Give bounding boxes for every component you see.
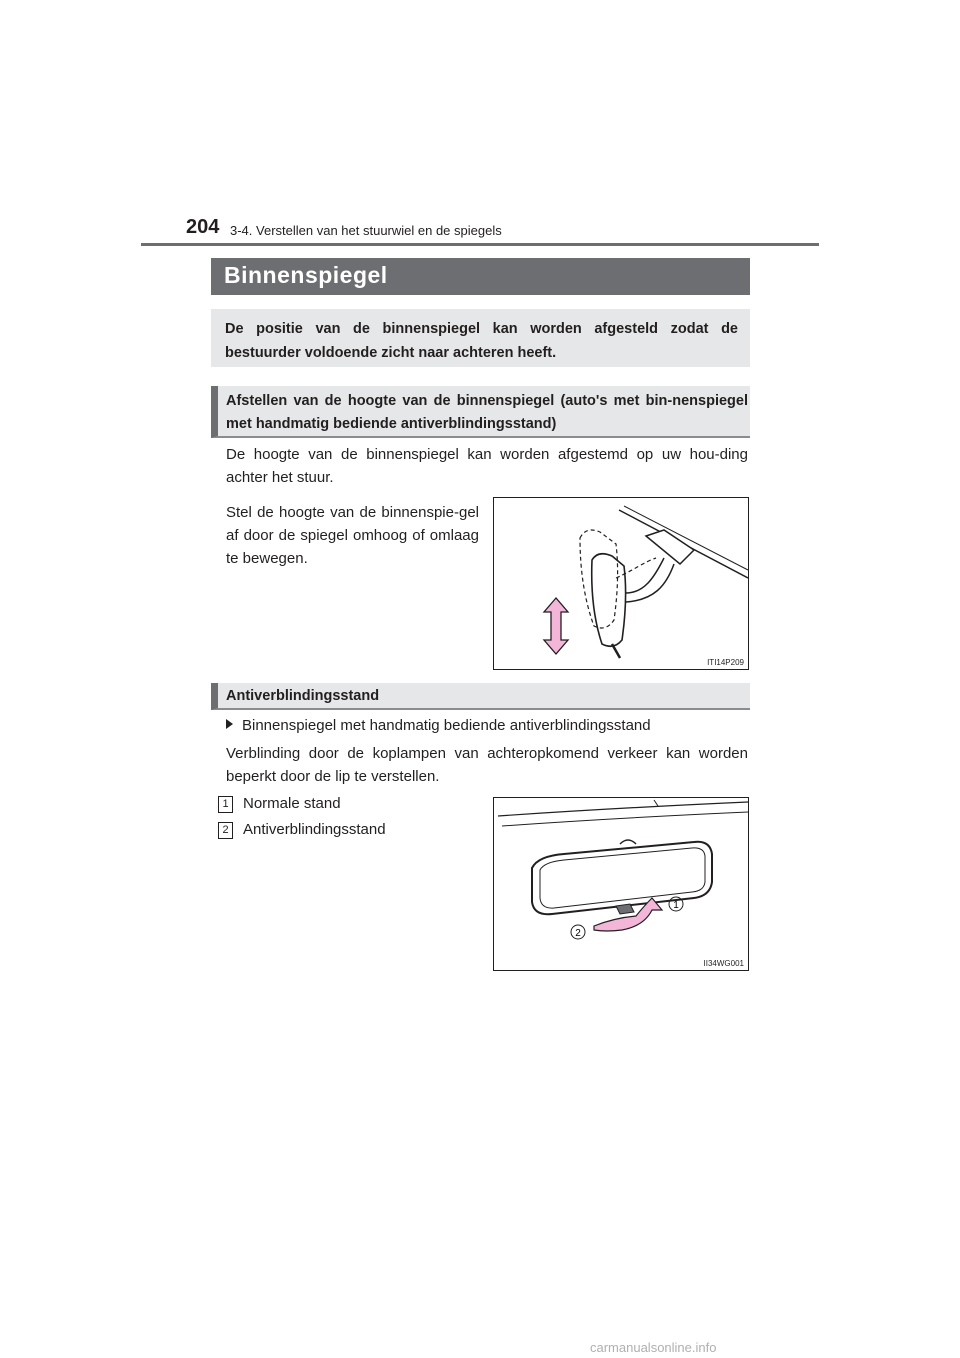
item-number: 2	[218, 822, 233, 839]
anti-glare-figure	[493, 797, 749, 971]
figure-code: ITI14P209	[707, 658, 744, 667]
page-number: 204	[186, 216, 220, 238]
bullet-triangle-icon	[226, 719, 233, 729]
item-number: 1	[218, 796, 233, 813]
numbered-item-1	[218, 794, 341, 814]
anti-glare-bullet-text: Binnenspiegel met handmatig bediende antiverblindingsstand	[242, 717, 651, 734]
anti-glare-bullet	[226, 714, 748, 737]
height-adjust-heading: Afstellen van de hoogte van de binnenspiegel (auto's met bin-nenspiegel met handmatig bediende antiverblindingsstand)	[226, 393, 748, 432]
callout-1: 1	[673, 900, 679, 911]
numbered-item-2	[218, 820, 386, 840]
chapter-title: 3-4. Verstellen van het stuurwiel en de spiegels	[230, 223, 502, 238]
anti-glare-heading-box	[211, 683, 750, 710]
item-label: Antiverblindingsstand	[243, 821, 386, 838]
height-adjust-text-2: Stel de hoogte van de binnenspie-gel af door de spiegel omhoog of omlaag te bewegen.	[226, 504, 479, 567]
anti-glare-illustration	[494, 798, 748, 970]
item-label: Normale stand	[243, 795, 341, 812]
height-adjust-text-1: De hoogte van de binnenspiegel kan worden afgestemd op uw hou-ding achter het stuur.	[226, 446, 748, 486]
callout-2: 2	[575, 928, 581, 939]
footer-watermark: carmanualsonline.info	[590, 1340, 717, 1355]
mirror-height-figure	[493, 497, 749, 670]
section-title: Binnenspiegel	[224, 262, 388, 288]
height-adjust-heading-box	[211, 386, 750, 438]
anti-glare-heading: Antiverblindingsstand	[226, 688, 380, 704]
section-title-bar	[211, 258, 750, 295]
intro-text: De positie van de binnenspiegel kan worden afgesteld zodat de bestuurder voldoende zicht naar achteren heeft.	[225, 321, 738, 361]
header-rule	[141, 243, 819, 246]
anti-glare-text: Verblinding door de koplampen van achteropkomend verkeer kan worden beperkt door de lip te verstellen.	[226, 745, 748, 785]
mirror-height-illustration	[494, 498, 748, 669]
intro-box	[211, 309, 750, 367]
figure-code: II34WG001	[703, 959, 744, 968]
